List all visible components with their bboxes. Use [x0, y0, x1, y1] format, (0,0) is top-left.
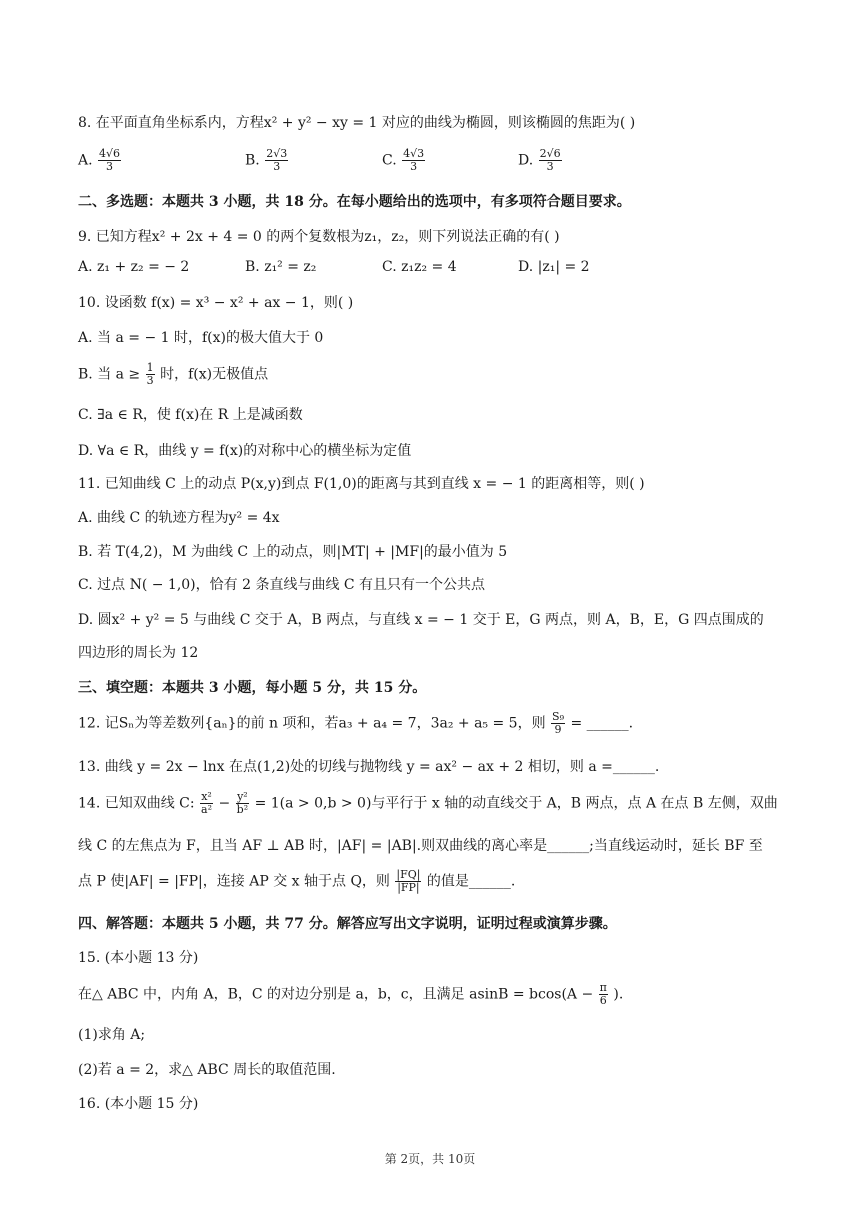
question-8-stem: 8. 在平面直角坐标系内，方程x² + y² − xy = 1 对应的曲线为椭圆，则该椭圆的焦距为( ) [78, 115, 636, 131]
page-footer: 第 2页，共 10页 [384, 1152, 476, 1166]
question-text: 12. 记Sₙ为等差数列{aₙ}的前 n 项和，若a₃ + a₄ = 7，3a₂ + a₅ = 5，则 [78, 715, 546, 732]
q10-option-a: A. 当 a = − 1 时，f(x)的极大值大于 0 [78, 330, 324, 346]
fraction: $\frac{4√6}{3}$ [99, 147, 121, 173]
question-14-line3 [78, 869, 515, 894]
question-text: 点 P 使|AF| = |FP|，连接 AP 交 x 轴于点 Q，则 [78, 873, 390, 890]
minus-sign: − [218, 795, 231, 812]
question-13: 13. 曲线 y = 2x − lnx 在点(1,2)处的切线与抛物线 y = ax² − ax + 2 相切，则 a =______. [78, 759, 660, 775]
q11-option-a: A. 曲线 C 的轨迹方程为y² = 4x [78, 510, 280, 526]
q8-option-c [382, 148, 426, 173]
q9-option-b: B. z₁² = z₂ [245, 259, 317, 275]
q8-option-d [518, 148, 563, 173]
q10-option-c: C. ∃a ∈ R，使 f(x)在 R 上是减函数 [78, 407, 303, 423]
section-heading-answer: 四、解答题：本题共 5 小题，共 77 分。解答应写出文字说明，证明过程或演算步骤。 [78, 916, 617, 932]
option-text: B. 当 a ≥ [78, 366, 141, 383]
q9-option-c: C. z₁z₂ = 4 [382, 259, 457, 275]
q8-option-a [78, 148, 122, 173]
question-15-heading: 15. (本小题 13 分) [78, 950, 199, 966]
fraction: $\frac{\text{S₉}}{9}$ [552, 710, 564, 736]
q11-option-c: C. 过点 N( − 1,0)，恰有 2 条直线与曲线 C 有且只有一个公共点 [78, 577, 486, 593]
question-16-heading: 16. (本小题 15 分) [78, 1096, 199, 1112]
question-15-part2: (2)若 a = 2，求△ ABC 周长的取值范围. [78, 1062, 336, 1078]
fraction: $\frac{|FQ|}{|FP|}$ [396, 868, 421, 894]
fraction: $\frac{1}{3}$ [146, 361, 154, 387]
q10-option-b [78, 362, 268, 387]
option-letter: B. [245, 152, 260, 169]
question-text: = 1(a > 0,b > 0)与平行于 x 轴的动直线交于 A，B 两点，点 A 在点 B 左侧，双曲 [254, 795, 778, 812]
question-10-stem: 10. 设函数 f(x) = x³ − x² + ax − 1，则( ) [78, 295, 354, 311]
q11-option-d-line2: 四边形的周长为 12 [78, 645, 199, 661]
section-heading-multi-choice: 二、多选题：本题共 3 小题，共 18 分。在每小题给出的选项中，有多项符合题目要求。 [78, 194, 631, 210]
section-heading-fill-blank: 三、填空题：本题共 3 小题，每小题 5 分，共 15 分。 [78, 680, 427, 696]
fraction: $\frac{\text{x²}}{\text{a²}}$ [201, 790, 213, 816]
question-12 [78, 711, 633, 736]
question-14-line1 [78, 791, 778, 816]
q10-option-d: D. ∀a ∈ R，曲线 y = f(x)的对称中心的横坐标为定值 [78, 443, 412, 459]
fraction: $\frac{\text{y²}}{\text{b²}}$ [236, 790, 249, 816]
question-text: = ______. [570, 715, 634, 732]
option-letter: A. [78, 152, 93, 169]
question-14-line2: 线 C 的左焦点为 F，且当 AF ⊥ AB 时，|AF| = |AB|.则双曲线的离心率是______;当直线运动时，延长 BF 至 [78, 838, 763, 854]
option-text: 时，f(x)无极值点 [160, 366, 269, 383]
fraction: $\frac{2√6}{3}$ [539, 147, 561, 173]
question-15-body [78, 982, 623, 1007]
fraction: $\frac{4√3}{3}$ [403, 147, 425, 173]
question-text: 的值是______. [426, 873, 516, 890]
q9-option-a: A. z₁ + z₂ = − 2 [78, 259, 190, 275]
question-text: 在△ ABC 中，内角 A，B，C 的对边分别是 a，b，c，且满足 asinB = bcos(A − [78, 986, 594, 1003]
option-letter: D. [518, 152, 534, 169]
question-11-stem: 11. 已知曲线 C 上的动点 P(x,y)到点 F(1,0)的距离与其到直线 x = − 1 的距离相等，则( ) [78, 476, 645, 492]
question-15-part1: (1)求角 A; [78, 1027, 146, 1043]
q11-option-b: B. 若 T(4,2)，M 为曲线 C 上的动点，则|MT| + |MF|的最小值为 5 [78, 544, 508, 560]
question-text: 14. 已知双曲线 C: [78, 795, 195, 812]
q8-option-b [245, 148, 289, 173]
q11-option-d-line1: D. 圆x² + y² = 5 与曲线 C 交于 A，B 两点，与直线 x = − 1 交于 E，G 两点，则 A，B，E，G 四点围成的 [78, 612, 764, 628]
q9-option-d: D. |z₁| = 2 [518, 259, 590, 275]
fraction: $\frac{2√3}{3}$ [266, 147, 288, 173]
question-9-stem: 9. 已知方程x² + 2x + 4 = 0 的两个复数根为z₁，z₂，则下列说法正确的有( ) [78, 229, 560, 245]
fraction: $\frac{\pi}{6}$ [599, 981, 607, 1007]
question-text: ). [613, 986, 624, 1003]
option-letter: C. [382, 152, 397, 169]
